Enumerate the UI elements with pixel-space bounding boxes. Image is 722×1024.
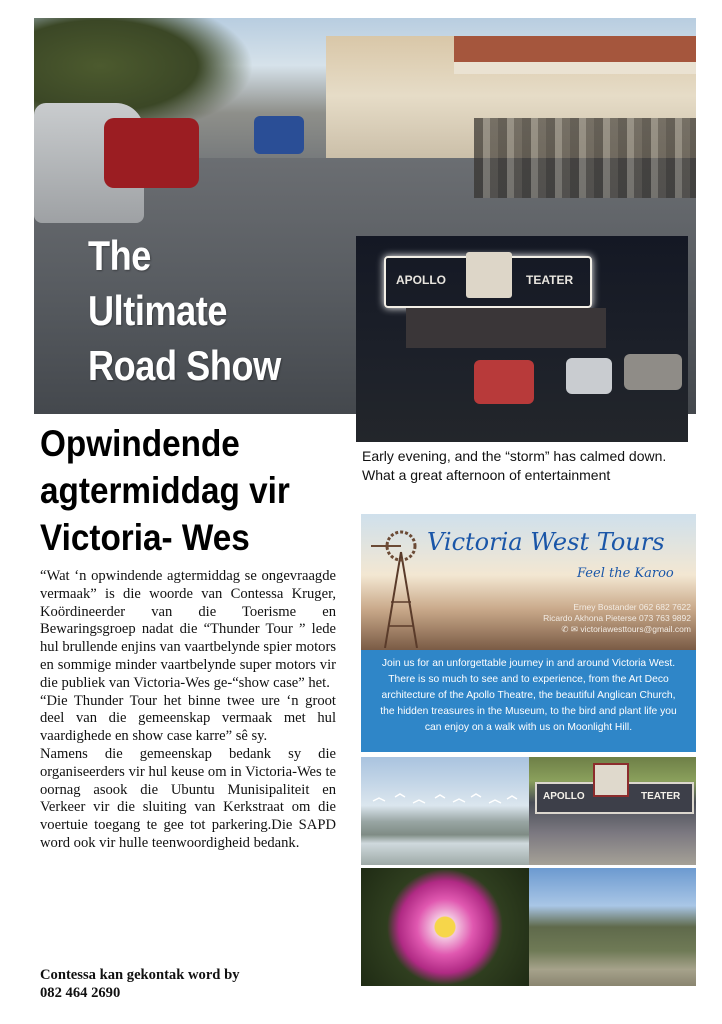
theatre-night-photo — [356, 236, 688, 442]
ad-blurb-line: the hidden treasures in the Museum, to the bird and plant life you — [380, 706, 677, 717]
article-headline — [40, 420, 319, 561]
article-paragraph: Namens die gemeenskap bedank sy die organiseerders vir hul keuse om in Victoria-Wes te oornag asook die Ubuntu Munisipaliteit en Verkeer vir die sluiting van Kerkstraat om die voertuie toegang te gee tot parkering.Die SAPD word ook vir hulle teenwoordigheid bedank. — [40, 745, 336, 851]
theatre-logo-icon — [466, 252, 512, 298]
building-roof — [454, 36, 696, 62]
tours-ad-banner — [361, 514, 696, 650]
whatsapp-icon: ✆ — [561, 624, 569, 634]
photo-caption: Early evening, and the “storm” has calmed down. What a great afternoon of entertainment — [362, 448, 667, 483]
birds-icon — [361, 757, 529, 865]
theatre-marquee — [384, 256, 592, 308]
theatre-logo-icon — [593, 763, 629, 797]
apollo-theatre-photo — [529, 757, 696, 865]
parked-car — [566, 358, 612, 394]
building-veranda — [454, 62, 696, 74]
ad-email: victoriawesttours@gmail.com — [580, 624, 691, 634]
tile-sign-right: TEATER — [641, 791, 681, 802]
ad-title: Victoria West Tours — [427, 528, 665, 556]
ad-contact-line: Erney Bostander 062 682 7622 — [573, 602, 691, 612]
article-paragraph: “Wat ‘n opwindende agtermiddag se ongevraagde vermaak” is die woorde van Contessa Kruger, Koördineerder van die Toerisme en Bewaringsgroep nadat die “Thunder Tour ” lede hul brullende enjins van vaartbelynde spier motors en sommige minder vaartbelynde super motors vir die publiek van Victoria-Wes ge-“show case” het. — [40, 568, 336, 691]
ad-contact-line: Ricardo Akhona Pieterse 073 763 9892 — [543, 613, 691, 623]
headline-line: Victoria- Wes — [40, 517, 250, 558]
flamingos-photo — [361, 757, 529, 865]
crowd — [474, 118, 696, 198]
hero-title — [88, 228, 281, 393]
article-paragraph: “Die Thunder Tour het binne twee ure ‘n groot deel van die gemeenskap vermaak met hul vaardighede en show case karre” sê sy. — [40, 692, 336, 745]
flower-photo — [361, 868, 529, 986]
contact-line: 082 464 2690 — [40, 985, 121, 1001]
article-body — [40, 568, 336, 853]
ad-contact-line — [511, 624, 691, 635]
windmill-icon — [371, 522, 431, 648]
tile-sign-left: APOLLO — [543, 791, 585, 802]
marquee-sign-left: APOLLO — [396, 273, 446, 287]
hero-title-line: The — [88, 232, 151, 279]
marquee-sign-right: TEATER — [526, 273, 574, 287]
theatre-front — [406, 308, 606, 348]
ad-blurb-line: There is so much to see and to experience, from the Art Deco — [388, 674, 669, 685]
moonlight-hill-photo — [529, 868, 696, 986]
parked-car — [104, 118, 199, 188]
ad-blurb-line: can enjoy on a walk with us on Moonlight Hill. — [424, 722, 633, 733]
parked-car — [254, 116, 304, 154]
hero-title-line: Road Show — [88, 342, 281, 389]
hero-title-line: Ultimate — [88, 287, 228, 334]
ad-subtitle: Feel the Karoo — [577, 566, 674, 581]
ad-blurb-line: Join us for an unforgettable journey in and around Victoria West. — [381, 658, 676, 669]
headline-line: agtermiddag vir — [40, 470, 290, 511]
contact-line: Contessa kan gekontak word by — [40, 967, 240, 983]
parked-car — [624, 354, 682, 390]
article-contact — [40, 966, 340, 1002]
parked-car — [474, 360, 534, 404]
headline-line: Opwindende — [40, 423, 240, 464]
email-icon: ✉ — [570, 624, 578, 634]
ad-contacts — [511, 602, 691, 635]
ad-blurb-line: architecture of the Apollo Theatre, the beautiful Anglican Church, — [381, 690, 676, 701]
ad-blurb — [361, 650, 696, 752]
